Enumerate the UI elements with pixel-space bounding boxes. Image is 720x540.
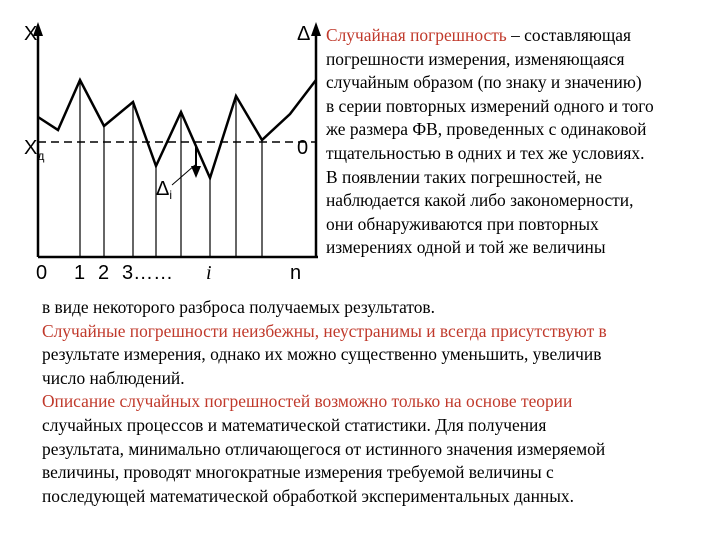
delta-i-label xyxy=(156,178,172,202)
definition-line: случайным образом (по знаку и значению) xyxy=(326,72,642,93)
y-ref-label-main: X xyxy=(24,137,38,159)
term-random-error: Случайная погрешность xyxy=(326,25,507,45)
paragraph-3-line: величины, проводят многократные измерения требуемой величины с xyxy=(42,462,554,483)
y-axis-right-arrow xyxy=(311,22,321,36)
y-axis-label: X xyxy=(24,23,38,45)
body-paragraphs xyxy=(42,296,710,508)
x-label: 0 xyxy=(36,262,48,284)
paragraph-3-line: последующей математической обработкой экспериментальных данных. xyxy=(42,485,574,506)
definition-line: же размера ФВ, проведенных с одинаковой xyxy=(326,119,647,140)
definition-line: в серии повторных измерений одного и того xyxy=(326,95,654,116)
measurement-verticals xyxy=(80,80,262,257)
paragraph-3-line: Описание случайных погрешностей возможно только на основе теории xyxy=(42,391,573,412)
y-ref-label-sub: д xyxy=(37,149,45,163)
x-label: 3…… xyxy=(122,262,174,284)
definition-line: они обнаруживаются при повторных xyxy=(326,213,599,234)
x-label: n xyxy=(290,262,302,284)
definition-line: измерениях одной и той же величины xyxy=(326,237,606,258)
definition-line: В появлении таких погрешностей, не xyxy=(326,166,603,187)
definition-line: тщательностью в одних и тех же условиях. xyxy=(326,142,645,163)
x-label: 2 xyxy=(98,262,110,284)
delta-i-main: Δ xyxy=(156,178,170,200)
delta-i-leader xyxy=(172,165,195,185)
paragraph-3-line: результата, минимально отличающегося от истинного значения измеряемой xyxy=(42,438,606,459)
definition-line: погрешности измерения, изменяющаяся xyxy=(326,48,625,69)
continuation-line: в виде некоторого разброса получаемых результатов. xyxy=(42,297,435,317)
delta-axis-label: Δ xyxy=(297,23,311,45)
definition-line: – составляющая xyxy=(506,25,631,45)
paragraph-2-line: число наблюдений. xyxy=(42,367,185,388)
random-error-figure xyxy=(0,0,325,290)
definition-line: наблюдается какой либо закономерности, xyxy=(326,190,634,211)
y-ref-label xyxy=(24,137,44,163)
x-label: i xyxy=(206,262,212,284)
definition-paragraph xyxy=(326,24,718,260)
x-label: 1 xyxy=(74,262,86,284)
delta-i-sub: i xyxy=(169,188,173,202)
paragraph-2-line: результате измерения, однако их можно существенно уменьшить, увеличив xyxy=(42,344,602,365)
paragraph-2-line: Случайные погрешности неизбежны, неустранимы и всегда присутствуют в xyxy=(42,320,607,341)
zero-label: 0 xyxy=(297,137,309,159)
paragraph-3-line: случайных процессов и математической статистики. Для получения xyxy=(42,414,547,435)
